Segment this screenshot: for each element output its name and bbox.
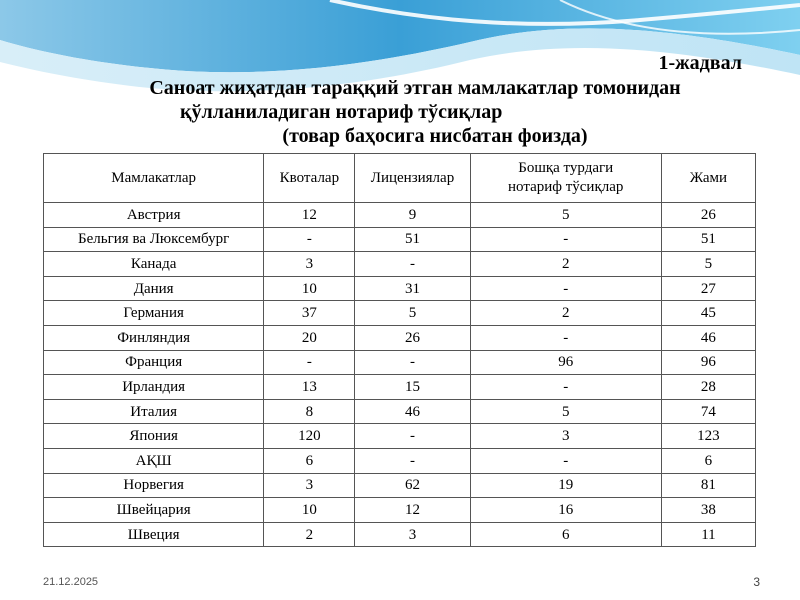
table-row bbox=[44, 252, 756, 277]
value-cell: 3 bbox=[264, 252, 355, 277]
value-cell: 62 bbox=[355, 473, 470, 498]
table-row bbox=[44, 375, 756, 400]
value-cell: 5 bbox=[470, 203, 661, 228]
value-cell: 5 bbox=[355, 301, 470, 326]
table-row bbox=[44, 399, 756, 424]
country-cell: Япония bbox=[44, 424, 264, 449]
title-line-2: қўлланиладиган нотариф тўсиқлар bbox=[180, 101, 503, 123]
value-cell: 28 bbox=[661, 375, 755, 400]
value-cell: 13 bbox=[264, 375, 355, 400]
value-cell: 2 bbox=[264, 522, 355, 547]
value-cell: 20 bbox=[264, 325, 355, 350]
value-cell: - bbox=[264, 227, 355, 252]
value-cell: 51 bbox=[661, 227, 755, 252]
country-cell: Германия bbox=[44, 301, 264, 326]
column-header-quotas: Квоталар bbox=[264, 154, 355, 203]
value-cell: 16 bbox=[470, 498, 661, 523]
value-cell: - bbox=[355, 448, 470, 473]
value-cell: 27 bbox=[661, 276, 755, 301]
title-line-3: (товар баҳосига нисбатан фоизда) bbox=[282, 125, 588, 147]
slide-page-number: 3 bbox=[753, 575, 760, 589]
value-cell: - bbox=[470, 375, 661, 400]
value-cell: 31 bbox=[355, 276, 470, 301]
value-cell: 12 bbox=[355, 498, 470, 523]
value-cell: - bbox=[470, 325, 661, 350]
column-header-total: Жами bbox=[661, 154, 755, 203]
table-row bbox=[44, 350, 756, 375]
title-line-1: Саноат жиҳатдан тараққий этган мамлакатлар томонидан bbox=[149, 77, 681, 99]
value-cell: - bbox=[355, 252, 470, 277]
table-row bbox=[44, 498, 756, 523]
column-header-licenses: Лицензиялар bbox=[355, 154, 470, 203]
country-cell: Норвегия bbox=[44, 473, 264, 498]
value-cell: 10 bbox=[264, 276, 355, 301]
country-cell: Швеция bbox=[44, 522, 264, 547]
value-cell: 3 bbox=[264, 473, 355, 498]
barriers-table bbox=[43, 153, 756, 547]
table-row bbox=[44, 522, 756, 547]
value-cell: 46 bbox=[355, 399, 470, 424]
value-cell: 3 bbox=[355, 522, 470, 547]
value-cell: - bbox=[470, 276, 661, 301]
value-cell: 6 bbox=[470, 522, 661, 547]
country-cell: Швейцария bbox=[44, 498, 264, 523]
page-title bbox=[95, 76, 735, 148]
table-header-row bbox=[44, 154, 756, 203]
table-row bbox=[44, 424, 756, 449]
value-cell: - bbox=[355, 424, 470, 449]
value-cell: 15 bbox=[355, 375, 470, 400]
country-cell: Ирландия bbox=[44, 375, 264, 400]
value-cell: 19 bbox=[470, 473, 661, 498]
value-cell: 10 bbox=[264, 498, 355, 523]
value-cell: 12 bbox=[264, 203, 355, 228]
value-cell: 51 bbox=[355, 227, 470, 252]
country-cell: АҚШ bbox=[44, 448, 264, 473]
value-cell: 2 bbox=[470, 252, 661, 277]
table-row bbox=[44, 473, 756, 498]
country-cell: Италия bbox=[44, 399, 264, 424]
table-row bbox=[44, 203, 756, 228]
value-cell: - bbox=[355, 350, 470, 375]
table-row bbox=[44, 448, 756, 473]
value-cell: 26 bbox=[355, 325, 470, 350]
country-cell: Франция bbox=[44, 350, 264, 375]
table-row bbox=[44, 227, 756, 252]
value-cell: - bbox=[264, 350, 355, 375]
value-cell: 123 bbox=[661, 424, 755, 449]
value-cell: 96 bbox=[470, 350, 661, 375]
value-cell: 8 bbox=[264, 399, 355, 424]
value-cell: 11 bbox=[661, 522, 755, 547]
table-row bbox=[44, 276, 756, 301]
value-cell: 81 bbox=[661, 473, 755, 498]
value-cell: 96 bbox=[661, 350, 755, 375]
value-cell: 5 bbox=[470, 399, 661, 424]
value-cell: 46 bbox=[661, 325, 755, 350]
country-cell: Финляндия bbox=[44, 325, 264, 350]
table-number-label: 1-жадвал bbox=[658, 52, 742, 74]
slide-date: 21.12.2025 bbox=[43, 576, 99, 588]
column-header-other-barriers bbox=[470, 154, 661, 203]
value-cell: 3 bbox=[470, 424, 661, 449]
value-cell: 45 bbox=[661, 301, 755, 326]
value-cell: 37 bbox=[264, 301, 355, 326]
value-cell: 6 bbox=[264, 448, 355, 473]
country-cell: Дания bbox=[44, 276, 264, 301]
value-cell: 2 bbox=[470, 301, 661, 326]
country-cell: Бельгия ва Люксембург bbox=[44, 227, 264, 252]
column-header-countries: Мамлакатлар bbox=[44, 154, 264, 203]
value-cell: 9 bbox=[355, 203, 470, 228]
value-cell: 26 bbox=[661, 203, 755, 228]
value-cell: 5 bbox=[661, 252, 755, 277]
other-barriers-label: Бошқа турдаги нотариф тўсиқлар bbox=[508, 160, 624, 195]
country-cell: Австрия bbox=[44, 203, 264, 228]
value-cell: 6 bbox=[661, 448, 755, 473]
table-row bbox=[44, 325, 756, 350]
country-cell: Канада bbox=[44, 252, 264, 277]
table-row bbox=[44, 301, 756, 326]
value-cell: 74 bbox=[661, 399, 755, 424]
value-cell: 38 bbox=[661, 498, 755, 523]
value-cell: - bbox=[470, 448, 661, 473]
value-cell: - bbox=[470, 227, 661, 252]
value-cell: 120 bbox=[264, 424, 355, 449]
table-body bbox=[44, 203, 756, 547]
